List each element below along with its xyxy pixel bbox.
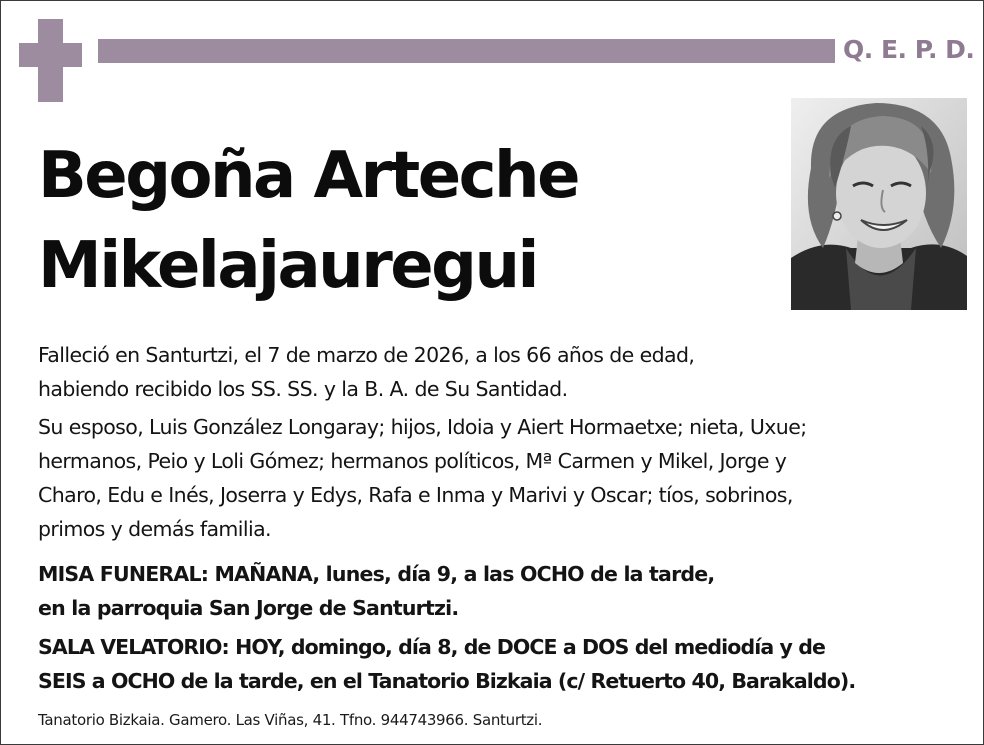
death-notice: Falleció en Santurtzi, el 7 de marzo de 2026, a los 66 años de edad, habiendo recibido los SS. SS. y la B. A. de Su Santidad.	[38, 343, 695, 401]
wake-info: SALA VELATORIO: HOY, domingo, día 8, de DOCE a DOS del mediodía y de SEIS a OCHO de la tarde, en el Tanatorio Bizkaia (c/ Retuerto 40, Barakaldo).	[38, 635, 856, 693]
cross-icon-horizontal	[19, 43, 82, 67]
name-line-2: Mikelajauregui	[38, 229, 537, 303]
header-rule	[98, 39, 835, 63]
footer-funeral-home: Tanatorio Bizkaia. Gamero. Las Viñas, 41. Tfno. 944743966. Santurtzi.	[38, 711, 543, 729]
portrait-photo	[791, 98, 967, 310]
portrait-illustration	[791, 98, 967, 310]
deceased-name	[38, 131, 778, 311]
name-line-1: Begoña Arteche	[38, 139, 578, 213]
funeral-mass-info: MISA FUNERAL: MAÑANA, lunes, día 9, a las OCHO de la tarde, en la parroquia San Jorge de Santurtzi.	[38, 562, 715, 620]
family-list: Su esposo, Luis González Longaray; hijos, Idoia y Aiert Hormaetxe; nieta, Uxue; hermanos, Peio y Loli Gómez; hermanos políticos, Mª Carmen y Mikel, Jorge y Charo, Edu e Inés, Joserra y Edys, Rafa e Inma y Marivi y Oscar; tíos, sobrinos, primos y demás familia.	[38, 415, 807, 541]
qepd-badge: Q. E. P. D.	[843, 35, 975, 64]
